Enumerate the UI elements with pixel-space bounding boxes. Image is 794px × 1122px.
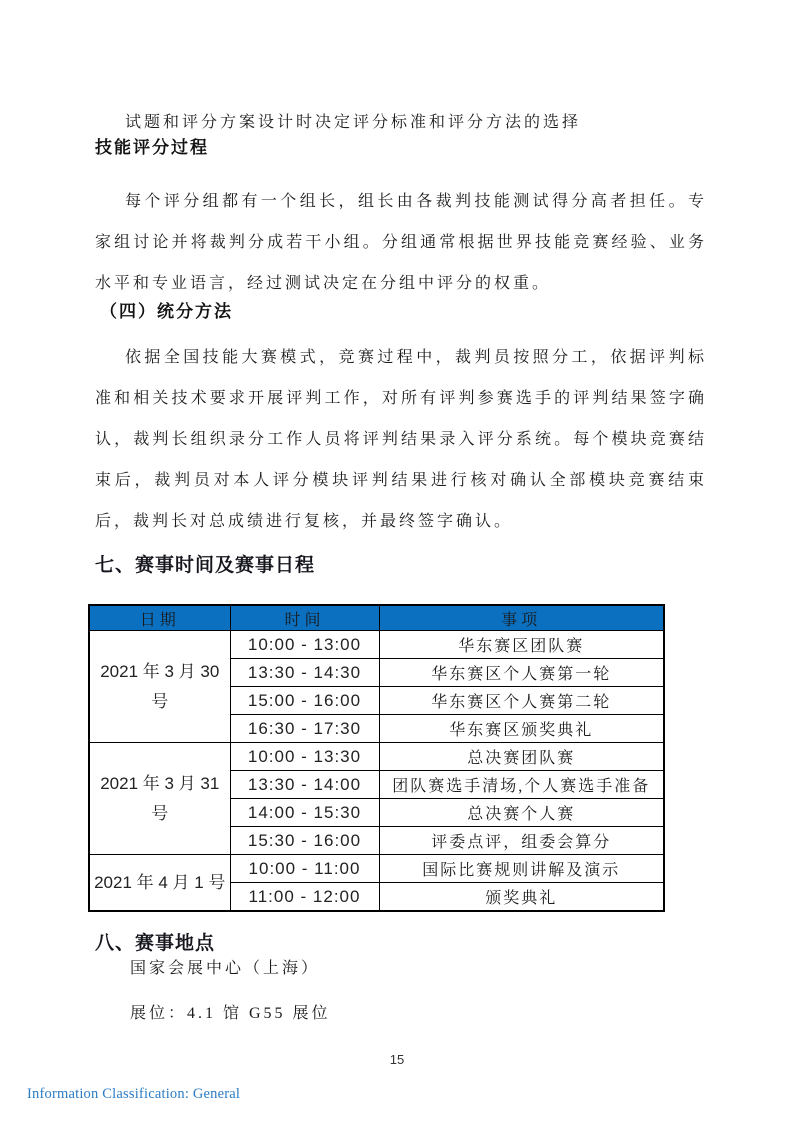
table-date-cell: 2021 年 3 月 31 号 bbox=[89, 743, 230, 855]
table-time-cell: 13:30 - 14:30 bbox=[230, 659, 379, 687]
header-cell-time: 时间 bbox=[230, 605, 379, 631]
table-row bbox=[89, 855, 664, 883]
section-heading-schedule: 七、赛事时间及赛事日程 bbox=[95, 555, 316, 576]
section-heading-skill-scoring: 技能评分过程 bbox=[95, 138, 209, 157]
table-date-cell: 2021 年 4 月 1 号 bbox=[89, 855, 230, 912]
table-event-cell: 国际比赛规则讲解及演示 bbox=[379, 855, 664, 883]
header-cell-date: 日期 bbox=[89, 605, 230, 631]
table-time-cell: 16:30 - 17:30 bbox=[230, 715, 379, 743]
intro-line: 试题和评分方案设计时决定评分标准和评分方法的选择 bbox=[125, 114, 582, 131]
venue-name: 国家会展中心（上海） bbox=[130, 960, 321, 977]
section-heading-tongfen: （四）统分方法 bbox=[100, 302, 233, 321]
paragraph-tongfen: 依据全国技能大赛模式，竞赛过程中，裁判员按照分工，依据评判标准和相关技术要求开展评判工作，对所有评判参赛选手的评判结果签字确认，裁判长组织录分工作人员将评判结果录入评分系统。每个模块竞赛结束后，裁判员对本人评分模块评判结果进行核对确认全部模块竞赛结束后，裁判长对总成绩进行复核，并最终签字确认。 bbox=[95, 349, 707, 530]
table-event-cell: 总决赛团队赛 bbox=[379, 743, 664, 771]
table-event-cell: 华东赛区颁奖典礼 bbox=[379, 715, 664, 743]
table-time-cell: 10:00 - 11:00 bbox=[230, 855, 379, 883]
section-heading-venue: 八、赛事地点 bbox=[95, 933, 216, 954]
table-row bbox=[89, 631, 664, 659]
venue-booth: 展位：4.1 馆 G55 展位 bbox=[130, 1005, 331, 1022]
table-event-cell: 华东赛区个人赛第一轮 bbox=[379, 659, 664, 687]
table-event-cell: 华东赛区团队赛 bbox=[379, 631, 664, 659]
paragraph-skill-scoring: 每个评分组都有一个组长，组长由各裁判技能测试得分高者担任。专家组讨论并将裁判分成若干小组。分组通常根据世界技能竞赛经验、业务水平和专业语言，经过测试决定在分组中评分的权重。 bbox=[95, 193, 707, 292]
table-row bbox=[89, 743, 664, 771]
table-event-cell: 华东赛区个人赛第二轮 bbox=[379, 687, 664, 715]
page-number: 15 bbox=[389, 1052, 405, 1067]
table-event-cell: 评委点评，组委会算分 bbox=[379, 827, 664, 855]
table-date-cell: 2021 年 3 月 30 号 bbox=[89, 631, 230, 743]
table-time-cell: 10:00 - 13:00 bbox=[230, 631, 379, 659]
table-time-cell: 13:30 - 14:00 bbox=[230, 771, 379, 799]
table-event-cell: 颁奖典礼 bbox=[379, 883, 664, 912]
table-event-cell: 团队赛选手清场,个人赛选手准备 bbox=[379, 771, 664, 799]
schedule-header-row bbox=[89, 605, 664, 631]
table-time-cell: 14:00 - 15:30 bbox=[230, 799, 379, 827]
table-time-cell: 10:00 - 13:30 bbox=[230, 743, 379, 771]
footer-classification: Information Classification: General bbox=[27, 1086, 241, 1102]
table-event-cell: 总决赛个人赛 bbox=[379, 799, 664, 827]
table-time-cell: 11:00 - 12:00 bbox=[230, 883, 379, 912]
schedule-table bbox=[88, 604, 665, 912]
table-time-cell: 15:30 - 16:00 bbox=[230, 827, 379, 855]
header-cell-event: 事项 bbox=[379, 605, 664, 631]
table-time-cell: 15:00 - 16:00 bbox=[230, 687, 379, 715]
